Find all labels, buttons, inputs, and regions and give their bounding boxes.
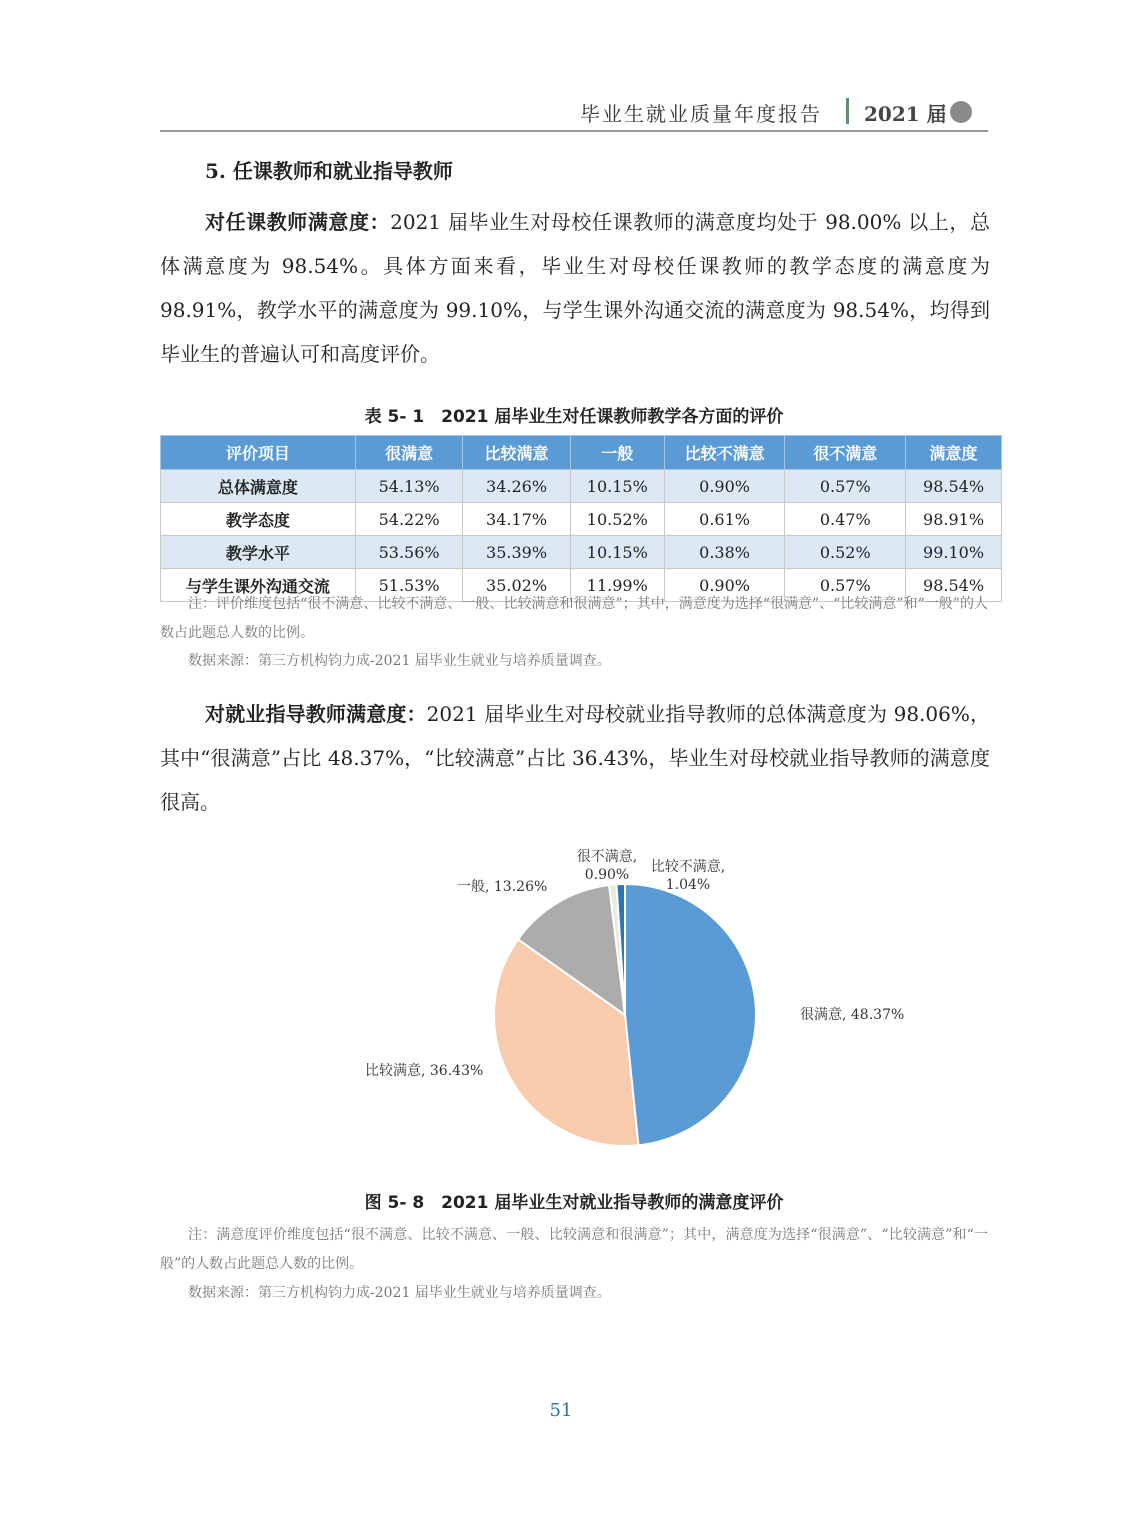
table-cell: 53.56%: [355, 536, 462, 569]
page-number: 51: [549, 1400, 573, 1421]
table-cell: 0.47%: [785, 503, 906, 536]
pie-slice-0: [625, 884, 756, 1145]
table-source: 数据来源：第三方机构钧力成-2021 届毕业生就业与培养质量调查。: [188, 653, 611, 669]
table-cell: 11.99%: [570, 569, 664, 602]
table-cell: 10.15%: [570, 470, 664, 503]
row-label: 教学态度: [161, 503, 356, 536]
table-cell: 34.26%: [463, 470, 570, 503]
column-header: 一般: [570, 436, 664, 470]
table-note: 注：评价维度包括“很不满意、比较不满意、一般、比较满意和很满意”；其中，满意度为选择“很满意”、“比较满意”和“一般”的人数占此题总人数的比例。: [160, 596, 988, 641]
header-separator: [846, 98, 849, 124]
figure-note: 注：满意度评价维度包括“很不满意、比较不满意、一般、比较满意和很满意”；其中，满意度为选择“很满意”、“比较满意”和“一般”的人数占此题总人数的比例。: [160, 1227, 988, 1272]
table-row: [161, 470, 1002, 503]
table-cell: 0.52%: [785, 536, 906, 569]
column-header: 满意度: [906, 436, 1002, 470]
guidance-satisfaction-paragraph: [160, 692, 990, 824]
paragraph-lead: 对就业指导教师满意度：: [205, 702, 427, 726]
header-dot-icon: [950, 101, 972, 123]
table-cell: 98.54%: [906, 569, 1002, 602]
row-label: 总体满意度: [161, 470, 356, 503]
report-year: 2021 届: [864, 102, 947, 126]
figure-source: 数据来源：第三方机构钧力成-2021 届毕业生就业与培养质量调查。: [188, 1285, 611, 1301]
table-cell: 0.90%: [664, 569, 785, 602]
table-row: [161, 536, 1002, 569]
table-row: [161, 503, 1002, 536]
table-cell: 10.52%: [570, 503, 664, 536]
figure-caption: 图 5- 8 2021 届毕业生对就业指导教师的满意度评价: [364, 1193, 784, 1213]
table-cell: 98.91%: [906, 503, 1002, 536]
paragraph-lead: 对任课教师满意度：: [205, 210, 391, 234]
column-header: 比较不满意: [664, 436, 785, 470]
satisfaction-pie-chart: [480, 870, 770, 1160]
column-header: 比较满意: [463, 436, 570, 470]
table-cell: 98.54%: [906, 470, 1002, 503]
table-cell: 35.39%: [463, 536, 570, 569]
table-caption: 表 5- 1 2021 届毕业生对任课教师教学各方面的评价: [364, 407, 784, 427]
table-cell: 54.13%: [355, 470, 462, 503]
table-cell: 51.53%: [355, 569, 462, 602]
report-title: 毕业生就业质量年度报告: [580, 102, 822, 126]
paragraph-text: 2021 届毕业生对母校任课教师的满意度均处于 98.00% 以上，总体满意度为 98.54%。具体方面来看，毕业生对母校任课教师的教学态度的满意度为 98.91%，教学水平的满意度为 99.10%，与学生课外沟通交流的满意度为 98.54%，均得到毕业生的普遍认可和高度评价。: [160, 210, 991, 366]
pie-label-satisfied: 比较满意, 36.43%: [365, 1063, 484, 1079]
table-cell: 0.61%: [664, 503, 785, 536]
pie-label-dissatisfied: 比较不满意, 1.04%: [650, 859, 726, 893]
pie-label-very-dissatisfied: 很不满意, 0.90%: [576, 849, 638, 883]
table-cell: 99.10%: [906, 536, 1002, 569]
row-label: 教学水平: [161, 536, 356, 569]
pie-label-very-satisfied: 很满意, 48.37%: [800, 1007, 905, 1023]
pie-label-neutral: 一般, 13.26%: [457, 879, 548, 895]
column-header: 很满意: [355, 436, 462, 470]
teacher-satisfaction-paragraph: [160, 200, 990, 376]
section-title: 5. 任课教师和就业指导教师: [205, 159, 453, 183]
header-rule: [160, 130, 988, 132]
table-header-row: [161, 436, 1002, 470]
table-cell: 54.22%: [355, 503, 462, 536]
evaluation-table: [160, 435, 1002, 602]
paragraph-text: 2021 届毕业生对母校就业指导教师的总体满意度为 98.06%，其中“很满意”占比 48.37%，“比较满意”占比 36.43%，毕业生对母校就业指导教师的满意度很高。: [160, 702, 991, 814]
table-cell: 34.17%: [463, 503, 570, 536]
row-label: 与学生课外沟通交流: [161, 569, 356, 602]
table-cell: 0.57%: [785, 470, 906, 503]
table-cell: 0.57%: [785, 569, 906, 602]
table-cell: 0.90%: [664, 470, 785, 503]
table-cell: 35.02%: [463, 569, 570, 602]
table-cell: 0.38%: [664, 536, 785, 569]
table-cell: 10.15%: [570, 536, 664, 569]
column-header: 评价项目: [161, 436, 356, 470]
column-header: 很不满意: [785, 436, 906, 470]
